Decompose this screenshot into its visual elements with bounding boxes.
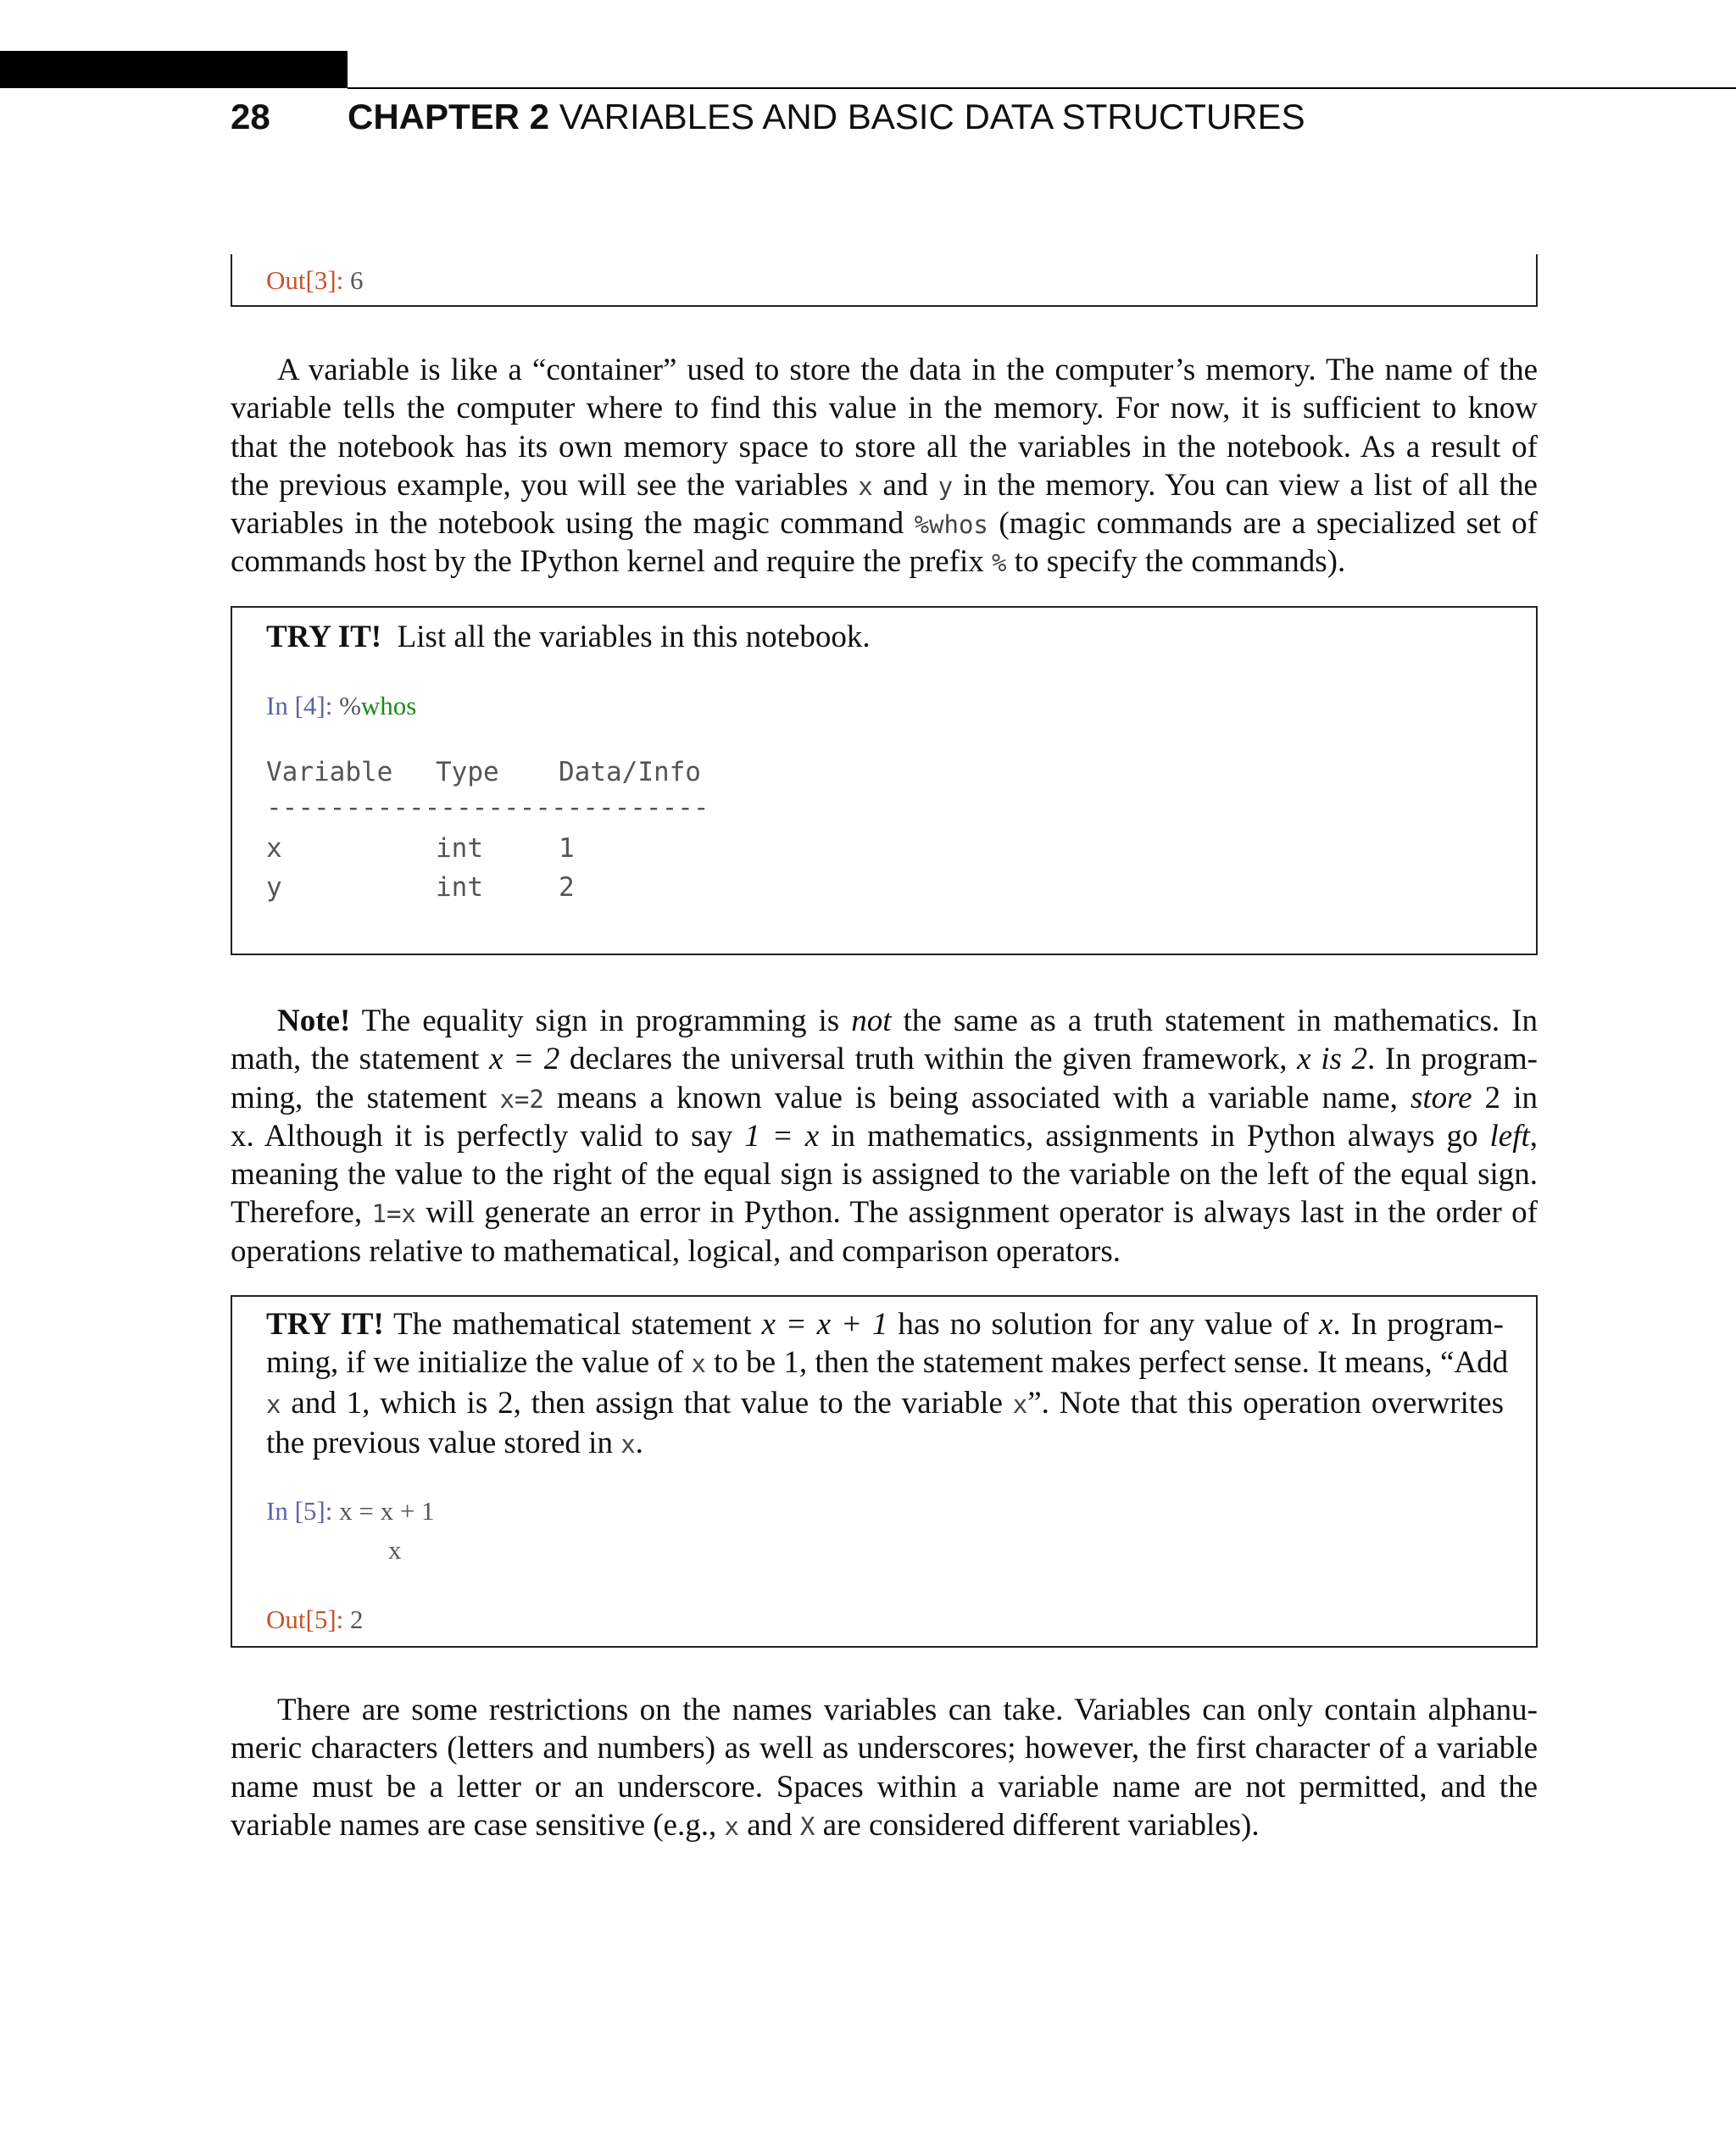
para1-line: that the notebook has its own memory space to store all the variables in the notebook. As a result of <box>231 429 1538 464</box>
try2-input-line <box>266 1492 435 1530</box>
inline-code-x: x <box>724 1811 739 1841</box>
page-number: 28 <box>231 97 270 136</box>
try2-instruction <box>266 1305 1509 1464</box>
note-line: operations relative to mathematical, logical, and comparison operators. <box>231 1233 1121 1269</box>
chapter-heading <box>348 93 1305 141</box>
para1-line: commands host by the IPython kernel and require the prefix % to specify the commands). <box>231 544 1346 580</box>
try2-line: the previous value stored in x. <box>266 1425 643 1460</box>
try1-instruction <box>266 618 871 657</box>
try2-output-line <box>266 1600 364 1638</box>
try-it-box-whos <box>231 606 1538 955</box>
table-cell-info: 2 <box>559 872 575 903</box>
code-line: x <box>388 1535 402 1565</box>
math-1-equals-x: 1 = x <box>744 1118 820 1154</box>
note-line: x. Although it is perfectly valid to say 1 = x in mathematics, assignments in Python always go left, <box>231 1118 1538 1154</box>
table-divider: ---------------------------- <box>266 792 709 823</box>
inline-code-whos: %whos <box>914 510 988 540</box>
para2-line: meric characters (letters and numbers) as well as underscores; however, the first character of a variable <box>231 1731 1538 1766</box>
try1-label: TRY IT! <box>266 620 382 654</box>
para1-line: the previous example, you will see the variables x and y in the memory. You can view a list of all the <box>231 467 1538 503</box>
in5-prompt: In [5]: <box>266 1496 333 1526</box>
para1-line: A variable is like a “container” used to store the data in the computer’s memory. The name of the <box>277 353 1538 387</box>
inline-code-x-eq-2: x=2 <box>499 1084 544 1114</box>
table-cell-info: 1 <box>559 833 575 864</box>
note-line: ming, the statement x=2 means a known value is being associated with a variable name, store 2 in <box>231 1080 1538 1115</box>
table-cell-variable: y <box>266 872 282 903</box>
note-label: Note! <box>277 1004 351 1038</box>
para2-line: variable names are case sensitive (e.g., x and X are considered different variables). <box>231 1807 1260 1843</box>
para2-line: There are some restrictions on the names variables can take. Variables can only contain alphanu- <box>277 1693 1538 1727</box>
math-x-equals-2: x = 2 <box>489 1042 560 1077</box>
para2-line: name must be a letter or an underscore. Spaces within a variable name are not permitted, and the <box>231 1769 1538 1805</box>
chapter-title: VARIABLES AND BASIC DATA STRUCTURES <box>559 97 1305 136</box>
try2-line: x and 1, which is 2, then assign that value to the variable x”. Note that this operation overwrites <box>266 1385 1504 1421</box>
paragraph-note <box>231 1002 1538 1271</box>
inline-code-X: X <box>799 1811 815 1841</box>
code-line: x = x + 1 <box>339 1496 435 1526</box>
try2-label: TRY IT! <box>266 1307 384 1342</box>
out3-value: 6 <box>350 265 364 295</box>
para1-line: variable tells the computer where to find this value in the memory. For now, it is sufficient to know <box>231 391 1538 426</box>
out3-code-box <box>231 254 1538 307</box>
in4-prompt: In [4]: <box>266 691 333 720</box>
out3-prompt: Out[3]: <box>266 265 344 295</box>
paragraph-naming-rules <box>231 1691 1538 1844</box>
math-x-eq-x-plus-1: x = x + 1 <box>761 1307 888 1342</box>
try-it-box-increment <box>231 1295 1538 1648</box>
table-cell-type: int <box>436 833 483 864</box>
column-header-type: Type <box>436 757 499 787</box>
note-line: math, the statement x = 2 declares the universal truth within the given framework, x is 2. In program- <box>231 1042 1538 1077</box>
inline-code-percent: % <box>992 548 1007 578</box>
out5-value: 2 <box>350 1604 364 1634</box>
header-black-bar <box>0 51 348 88</box>
column-header-info: Data/Info <box>559 757 701 787</box>
try2-line: ming, if we initialize the value of x to be 1, then the statement makes perfect sense. It means, “Add <box>266 1345 1509 1381</box>
inline-code-y: y <box>938 471 954 501</box>
out3-line <box>266 261 364 299</box>
table-cell-type: int <box>436 872 483 903</box>
whos-command: whos <box>360 691 417 720</box>
try1-input-line: In [4]: %whos <box>266 691 417 720</box>
column-header-variable: Variable <box>266 757 393 787</box>
para1-line: variables in the notebook using the magic command %whos (magic commands are a specialized set of <box>231 506 1538 542</box>
try2-line: TRY IT! The mathematical statement x = x + 1 has no solution for any value of x. In program- <box>266 1307 1504 1342</box>
paragraph-variables <box>231 351 1538 581</box>
note-line: meaning the value to the right of the equal sign is assigned to the variable on the left of the equal sign. <box>231 1157 1538 1193</box>
header-rule <box>348 87 1736 89</box>
try1-text: List all the variables in this notebook. <box>397 620 871 654</box>
note-line: Therefore, 1=x will generate an error in Python. The assignment operator is always last in the order of <box>231 1195 1538 1231</box>
table-cell-variable: x <box>266 833 282 864</box>
chapter-label: CHAPTER 2 <box>348 97 550 136</box>
out5-prompt: Out[5]: <box>266 1604 344 1634</box>
inline-code-x: x <box>858 471 873 501</box>
inline-code-1-eq-x: 1=x <box>371 1199 416 1229</box>
note-line: Note! The equality sign in programming is not the same as a truth statement in mathematics. In <box>277 1004 1538 1038</box>
